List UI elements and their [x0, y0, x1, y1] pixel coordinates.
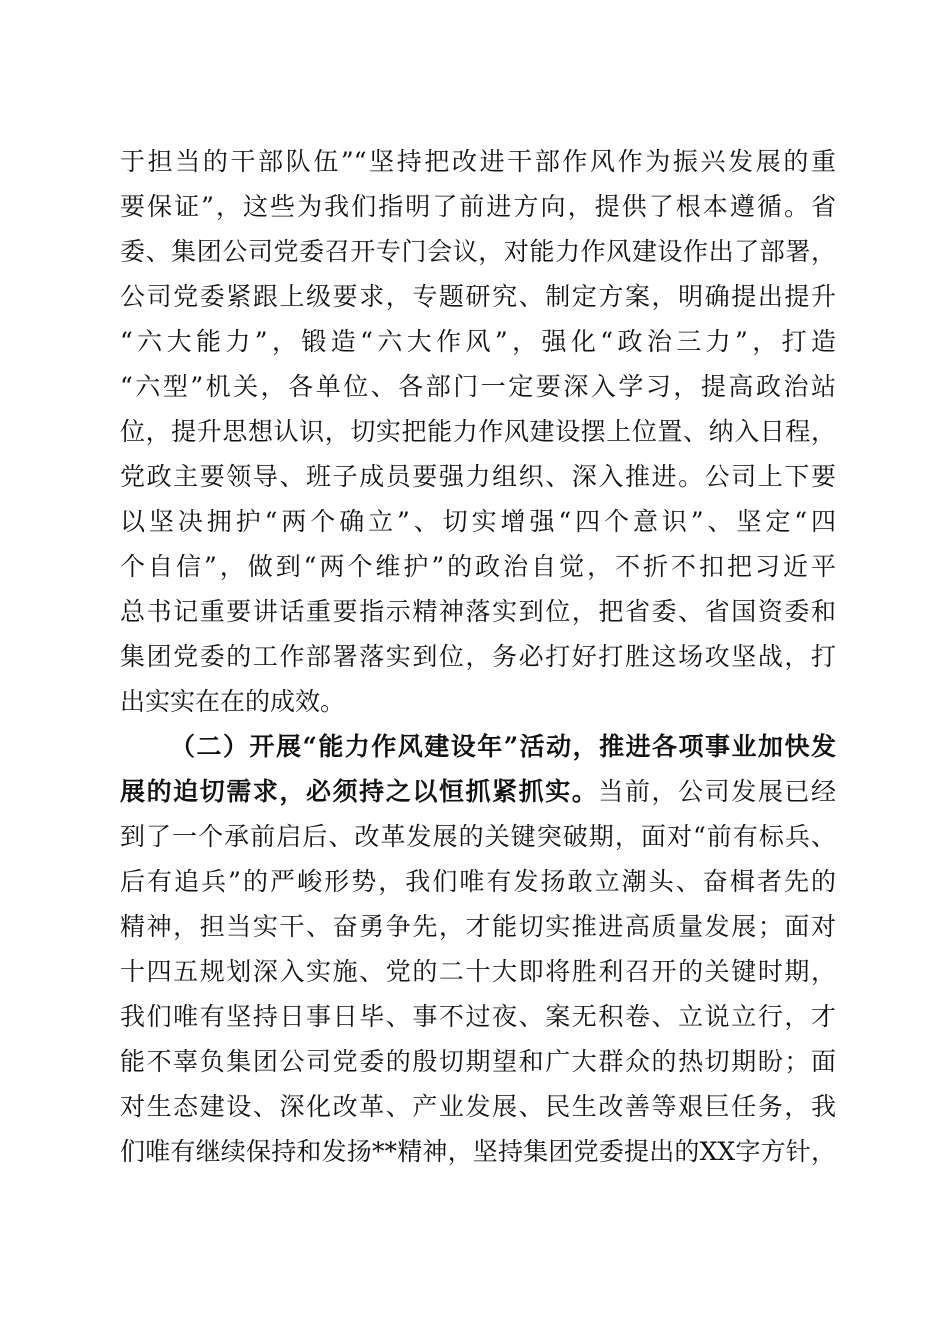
paragraph-2 — [120, 724, 836, 1174]
text-line: 个自信”，做到“两个维护”的政治自觉，不折不扣把习近平 — [120, 552, 836, 581]
section-heading-end: 展的迫切需求，必须持之以恒抓紧抓实。 — [120, 777, 599, 806]
text-line: 公司党委紧跟上级要求，专题研究、制定方案，明确提出提升 — [120, 282, 836, 311]
text-line: 要保证”，这些为我们指明了前进方向，提供了根本遵循。省 — [120, 192, 836, 221]
text-line: 对生态建设、深化改革、产业发展、民生改善等艰巨任务，我 — [120, 1092, 836, 1121]
text-line: 精神，担当实干、奋勇争先，才能切实推进高质量发展；面对 — [120, 912, 836, 941]
text-line: 能不辜负集团公司党委的殷切期望和广大群众的热切期盼；面 — [120, 1047, 836, 1076]
text-line: 十四五规划深入实施、党的二十大即将胜利召开的关键时期， — [120, 957, 836, 986]
text-line: 到了一个承前启后、改革发展的关键突破期，面对“前有标兵、 — [120, 822, 836, 851]
text-line: 我们唯有坚持日事日毕、事不过夜、案无积卷、立说立行，才 — [120, 1002, 836, 1031]
text-line: 出实实在在的成效。 — [120, 687, 346, 716]
text-line: 们唯有继续保持和发扬**精神，坚持集团党委提出的XX字方针， — [120, 1137, 836, 1166]
text-line: “六型”机关，各单位、各部门一定要深入学习，提高政治站 — [120, 372, 836, 401]
text-line: 以坚决拥护“两个确立”、切实增强“四个意识”、坚定“四 — [120, 507, 836, 536]
paragraph-1 — [120, 139, 836, 724]
text-line: 集团党委的工作部署落实到位，务必打好打胜这场攻坚战，打 — [120, 642, 836, 671]
paragraph-text-start: 当前，公司发展已经 — [598, 777, 836, 806]
text-line: 委、集团公司党委召开专门会议，对能力作风建设作出了部署， — [120, 237, 836, 266]
text-line: 总书记重要讲话重要指示精神落实到位，把省委、省国资委和 — [120, 597, 836, 626]
text-line: 党政主要领导、班子成员要强力组织、深入推进。公司上下要 — [120, 462, 836, 491]
text-line: 后有追兵”的严峻形势，我们唯有发扬敢立潮头、奋楫者先的 — [120, 867, 836, 896]
text-line-mixed — [120, 769, 836, 814]
text-line: “六大能力”，锻造“六大作风”，强化“政治三力”，打造 — [120, 327, 836, 356]
text-line: 位，提升思想认识，切实把能力作风建设摆上位置、纳入日程， — [120, 417, 836, 446]
section-heading-line: （二）开展“能力作风建设年”活动，推进各项事业加快发 — [170, 732, 836, 761]
document-body — [120, 139, 836, 1174]
text-line: 于担当的干部队伍”“坚持把改进干部作风作为振兴发展的重 — [120, 147, 836, 176]
